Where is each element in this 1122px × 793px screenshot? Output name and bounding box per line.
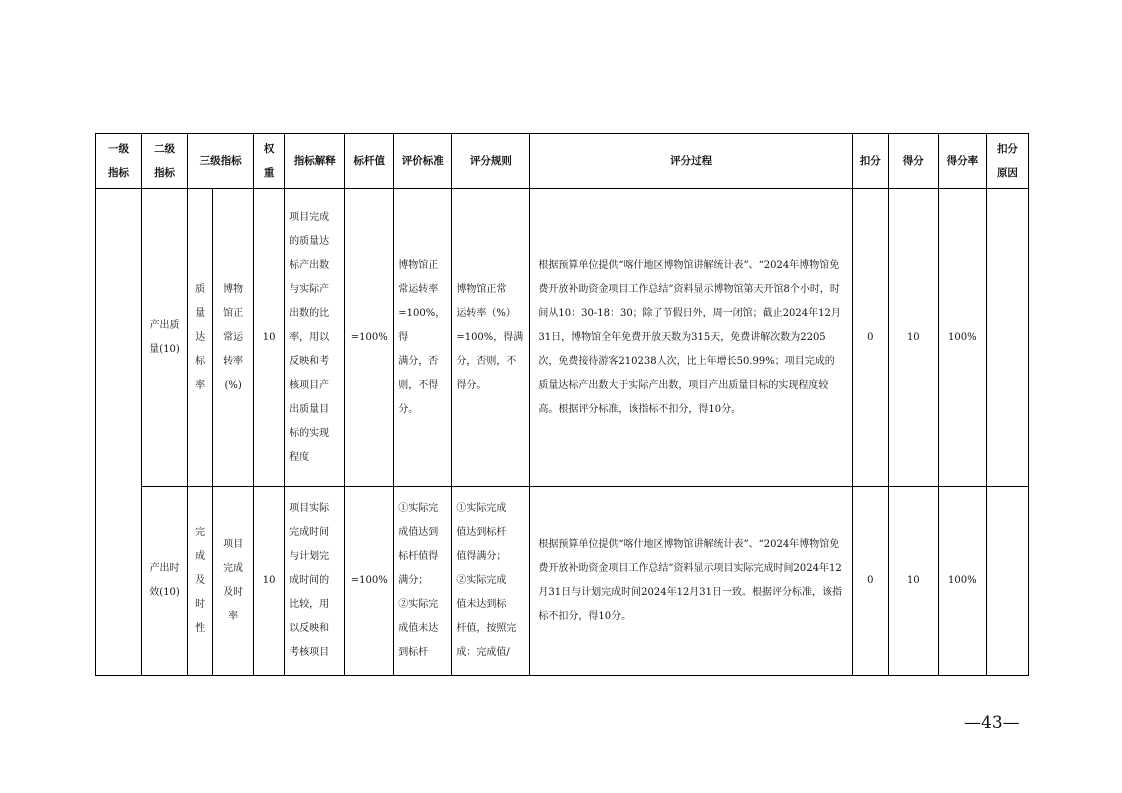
header-process: 评分过程 [530, 134, 852, 189]
header-reason: 扣分 原因 [986, 134, 1028, 189]
rules-cell: 博物馆正常 运转率（%） =100%，得满 分，否则，不 得分。 [452, 189, 530, 487]
explain-cell: 项目实际 完成时间 与计划完 成时间的 比较，用 以反映和 考核项目 [285, 487, 345, 676]
level3-b-cell: 博物 馆正 常运 转率 (%) [213, 189, 254, 487]
weight-cell: 10 [254, 189, 285, 487]
process-cell: 根据预算单位提供“喀什地区博物馆讲解统计表”、“2024年博物馆免费开放补助资金项目工作总结”资料显示博物馆第天开馆8个小时，时间从10：30-18：30；除了节假日外，周一闭馆；截止2024年12月31日，博物馆全年免费开放天数为315天，免费讲解次数为2205次，免费接待游客210238人次，比上年增长50.99%；项目完成的质量达标产出数大于实际产出数，项目产出质量目标的实现程度较高。根据评分标准，该指标不扣分，得10分。 [530, 189, 852, 487]
page-number: —43— [964, 713, 1020, 733]
level3-a-cell: 质 量 达 标 率 [188, 189, 213, 487]
table-row [96, 487, 1029, 676]
deduct-cell: 0 [852, 487, 888, 676]
header-level2: 二级 指标 [142, 134, 188, 189]
performance-evaluation-table [95, 133, 1029, 676]
process-cell: 根据预算单位提供“喀什地区博物馆讲解统计表”、“2024年博物馆免费开放补助资金项目工作总结”资料显示项目实际完成时间2024年12月31日与计划完成时间2024年12月31日一致。根据评分标准，该指标不扣分，得10分。 [530, 487, 852, 676]
table-row [96, 189, 1029, 487]
score-cell: 10 [888, 189, 938, 487]
explain-cell: 项目完成 的质量达 标产出数 与实际产 出数的比 率，用以 反映和考 核项目产 出质量目 标的实现 程度 [285, 189, 345, 487]
header-rules: 评分规则 [452, 134, 530, 189]
criteria-cell: ①实际完 成值达到 标杆值得 满分； ②实际完 成值未达 到标杆 [394, 487, 452, 676]
header-rate: 得分率 [938, 134, 986, 189]
level3-a-cell: 完 成 及 时 性 [188, 487, 213, 676]
rules-cell: ①实际完成 值达到标杆 值得满分； ②实际完成 值未达到标 杆值，按照完 成：完成值/ [452, 487, 530, 676]
reason-cell [986, 487, 1028, 676]
header-weight: 权 重 [254, 134, 285, 189]
header-level3: 三级指标 [188, 134, 254, 189]
header-criteria: 评价标准 [394, 134, 452, 189]
deduct-cell: 0 [852, 189, 888, 487]
level1-cell [96, 189, 142, 676]
level3-b-cell: 项目 完成 及时 率 [213, 487, 254, 676]
benchmark-cell: =100% [345, 189, 394, 487]
weight-cell: 10 [254, 487, 285, 676]
reason-cell [986, 189, 1028, 487]
score-cell: 10 [888, 487, 938, 676]
rate-cell: 100% [938, 189, 986, 487]
header-benchmark: 标杆值 [345, 134, 394, 189]
level2-cell: 产出质 量(10) [142, 189, 188, 487]
level2-cell: 产出时 效(10) [142, 487, 188, 676]
criteria-cell: 博物馆正 常运转率 =100%，得 满分，否 则，不得 分。 [394, 189, 452, 487]
header-level1: 一级 指标 [96, 134, 142, 189]
table-header-row [96, 134, 1029, 189]
header-explain: 指标解释 [285, 134, 345, 189]
header-deduct: 扣分 [852, 134, 888, 189]
benchmark-cell: =100% [345, 487, 394, 676]
rate-cell: 100% [938, 487, 986, 676]
header-score: 得分 [888, 134, 938, 189]
